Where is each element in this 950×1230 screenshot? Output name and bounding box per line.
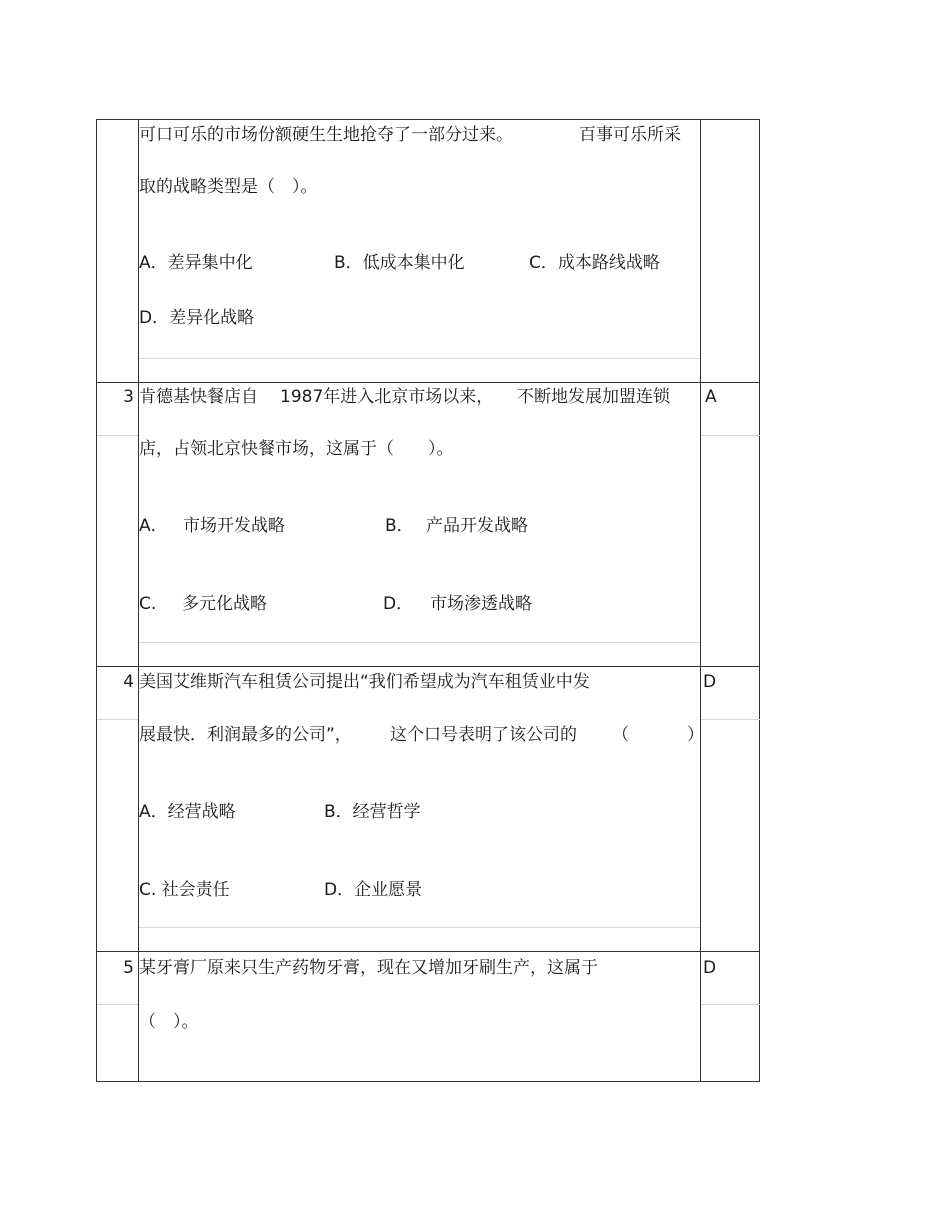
- option-c-label: C.: [139, 594, 157, 614]
- column-divider-answer: [700, 120, 701, 1081]
- inner-rule: [139, 927, 700, 928]
- inner-rule: [139, 642, 700, 643]
- inner-rule: [97, 1004, 138, 1005]
- question-number: 4: [123, 672, 134, 692]
- question-text: 美国艾维斯汽车租赁公司提出“我们希望成为汽车租赁业中发: [139, 672, 590, 692]
- question-number: 3: [123, 387, 134, 407]
- inner-rule: [139, 358, 700, 359]
- option-b-label: B．: [385, 516, 414, 536]
- option-a: A．差异集中化: [139, 253, 253, 273]
- option-a-label: A．: [139, 516, 168, 536]
- row-divider: [97, 666, 759, 667]
- question-text: 取的战略类型是（ ）。: [139, 177, 318, 197]
- option-b: B．经营哲学: [324, 802, 421, 822]
- inner-rule: [701, 1004, 760, 1005]
- option-d: 市场渗透战略: [430, 594, 532, 614]
- question-text: 某牙膏厂原来只生产药物牙膏，现在又增加牙刷生产，这属于: [139, 958, 598, 978]
- question-text: ）: [687, 725, 704, 745]
- answer-cell: A: [705, 387, 717, 407]
- question-text: （: [612, 725, 629, 745]
- option-d: D．差异化战略: [139, 308, 255, 328]
- option-c: 多元化战略: [182, 594, 267, 614]
- question-text: 肯德基快餐店自: [139, 387, 258, 407]
- row-divider: [97, 951, 759, 952]
- question-text: 店，占领北京快餐市场，这属于（ ）。: [139, 439, 454, 459]
- option-b: B．低成本集中化: [334, 253, 465, 273]
- option-a: A．经营战略: [139, 802, 236, 822]
- inner-rule: [701, 435, 760, 436]
- option-a: 市场开发战略: [183, 516, 285, 536]
- question-text: 1987年进入北京市场以来，: [280, 387, 494, 407]
- question-text: 不断地发展加盟连锁: [517, 387, 670, 407]
- question-text: （ ）。: [139, 1012, 199, 1032]
- question-text: 展最快．利润最多的公司”，: [139, 725, 352, 745]
- inner-rule: [97, 719, 138, 720]
- option-d: D．企业愿景: [324, 880, 423, 900]
- inner-rule: [701, 719, 760, 720]
- answer-cell: D: [703, 958, 717, 978]
- option-c: C．成本路线战略: [529, 253, 660, 273]
- question-text: 百事可乐所采: [579, 125, 681, 145]
- question-table: [96, 119, 760, 1082]
- question-number: 5: [123, 958, 134, 978]
- option-b: 产品开发战略: [426, 516, 528, 536]
- question-text: 可口可乐的市场份额硬生生地抢夺了一部分过来。: [139, 125, 513, 145]
- row-divider: [97, 382, 759, 383]
- question-text: 这个口号表明了该公司的: [390, 725, 577, 745]
- answer-cell: D: [703, 672, 717, 692]
- inner-rule: [97, 435, 138, 436]
- option-d-label: D．: [383, 594, 414, 614]
- option-c: C. 社会责任: [139, 880, 230, 900]
